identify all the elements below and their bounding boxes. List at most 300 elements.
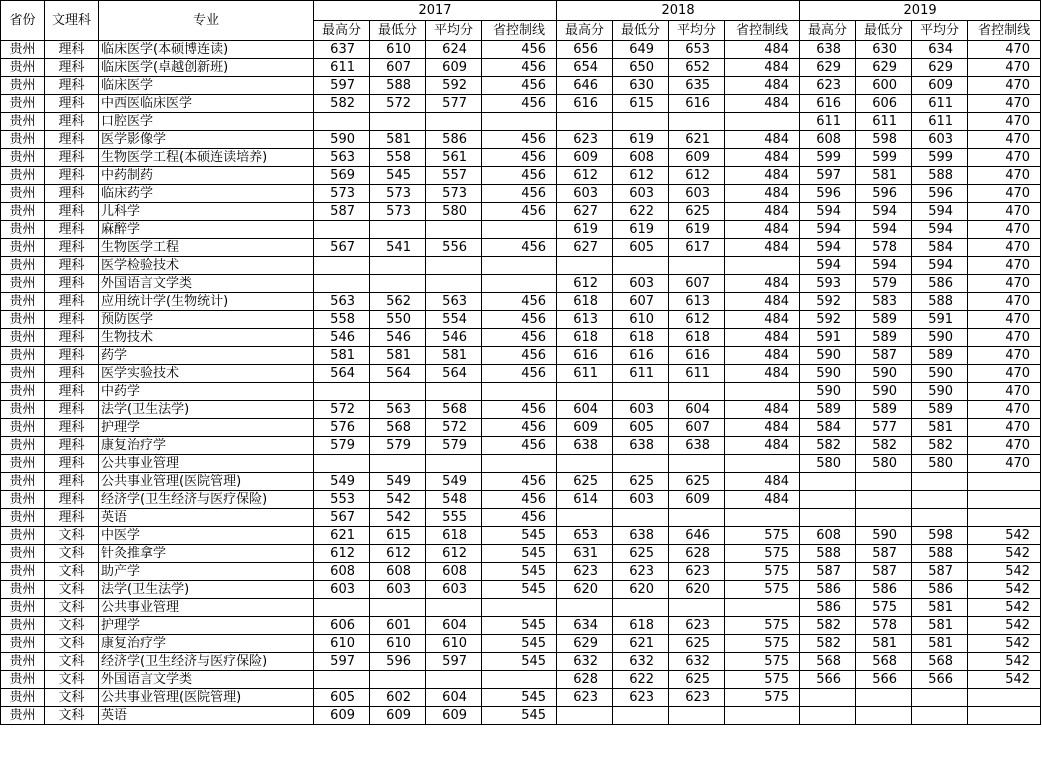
cell-y2019-min-score: 600 xyxy=(856,77,912,95)
cell-y2019-max-score: 594 xyxy=(800,221,856,239)
cell-y2019-control-line: 470 xyxy=(968,95,1041,113)
cell-major: 助产学 xyxy=(99,563,314,581)
cell-y2017-avg-score: 624 xyxy=(426,41,482,59)
cell-y2019-max-score: 584 xyxy=(800,419,856,437)
table-row xyxy=(1,383,1041,401)
cell-category: 文科 xyxy=(45,527,99,545)
cell-y2017-max-score: 582 xyxy=(314,95,370,113)
table-row xyxy=(1,41,1041,59)
cell-y2017-max-score: 609 xyxy=(314,707,370,725)
cell-y2017-max-score: 597 xyxy=(314,77,370,95)
cell-y2019-min-score: 578 xyxy=(856,617,912,635)
table-row xyxy=(1,347,1041,365)
cell-y2018-max-score: 632 xyxy=(557,653,613,671)
cell-y2017-control-line: 545 xyxy=(482,635,557,653)
cell-y2018-min-score: 619 xyxy=(613,131,669,149)
cell-y2017-avg-score xyxy=(426,599,482,617)
cell-y2019-avg-score: 590 xyxy=(912,365,968,383)
cell-major: 护理学 xyxy=(99,419,314,437)
cell-y2019-min-score: 630 xyxy=(856,41,912,59)
cell-y2017-min-score: 572 xyxy=(370,95,426,113)
cell-y2018-min-score: 612 xyxy=(613,167,669,185)
cell-y2017-control-line: 456 xyxy=(482,167,557,185)
cell-y2019-avg-score: 599 xyxy=(912,149,968,167)
cell-y2018-max-score: 619 xyxy=(557,221,613,239)
cell-y2018-max-score: 628 xyxy=(557,671,613,689)
cell-y2019-avg-score: 566 xyxy=(912,671,968,689)
cell-y2019-max-score: 597 xyxy=(800,167,856,185)
cell-y2019-control-line: 470 xyxy=(968,383,1041,401)
table-row xyxy=(1,113,1041,131)
cell-y2018-avg-score: 607 xyxy=(669,419,725,437)
cell-y2019-max-score: 591 xyxy=(800,329,856,347)
cell-y2019-control-line: 470 xyxy=(968,131,1041,149)
cell-y2019-min-score: 587 xyxy=(856,347,912,365)
cell-y2018-avg-score: 653 xyxy=(669,41,725,59)
cell-y2017-avg-score: 573 xyxy=(426,185,482,203)
cell-y2018-control-line: 575 xyxy=(725,653,800,671)
cell-y2017-max-score: 611 xyxy=(314,59,370,77)
cell-y2018-min-score: 605 xyxy=(613,239,669,257)
cell-y2017-max-score: 610 xyxy=(314,635,370,653)
cell-y2018-max-score: 616 xyxy=(557,347,613,365)
cell-y2017-min-score: 542 xyxy=(370,509,426,527)
cell-major: 医学检验技术 xyxy=(99,257,314,275)
cell-major: 公共事业管理 xyxy=(99,599,314,617)
cell-y2019-control-line xyxy=(968,473,1041,491)
cell-y2019-avg-score: 594 xyxy=(912,203,968,221)
cell-y2019-max-score: 582 xyxy=(800,437,856,455)
cell-y2019-control-line: 470 xyxy=(968,221,1041,239)
cell-y2019-control-line: 470 xyxy=(968,311,1041,329)
cell-y2018-max-score: 609 xyxy=(557,149,613,167)
cell-y2019-max-score: 588 xyxy=(800,545,856,563)
cell-y2019-max-score xyxy=(800,491,856,509)
cell-y2019-max-score xyxy=(800,509,856,527)
table-row xyxy=(1,131,1041,149)
cell-y2017-min-score: 546 xyxy=(370,329,426,347)
header-max-score: 最高分 xyxy=(314,21,370,41)
cell-y2019-control-line xyxy=(968,707,1041,725)
cell-y2019-avg-score: 587 xyxy=(912,563,968,581)
cell-y2017-max-score: 572 xyxy=(314,401,370,419)
table-row xyxy=(1,527,1041,545)
cell-y2018-control-line: 484 xyxy=(725,185,800,203)
cell-major: 生物医学工程(本硕连读培养) xyxy=(99,149,314,167)
cell-province: 贵州 xyxy=(1,329,45,347)
cell-y2018-max-score xyxy=(557,455,613,473)
cell-category: 文科 xyxy=(45,563,99,581)
cell-y2018-max-score: 613 xyxy=(557,311,613,329)
cell-province: 贵州 xyxy=(1,77,45,95)
cell-province: 贵州 xyxy=(1,671,45,689)
cell-y2018-avg-score: 625 xyxy=(669,671,725,689)
cell-y2019-max-score: 592 xyxy=(800,293,856,311)
cell-y2019-min-score: 577 xyxy=(856,419,912,437)
cell-y2019-max-score: 580 xyxy=(800,455,856,473)
cell-major: 临床医学(卓越创新班) xyxy=(99,59,314,77)
cell-y2017-avg-score: 563 xyxy=(426,293,482,311)
cell-y2019-control-line xyxy=(968,491,1041,509)
cell-major: 应用统计学(生物统计) xyxy=(99,293,314,311)
cell-y2018-avg-score xyxy=(669,257,725,275)
cell-y2019-max-score: 638 xyxy=(800,41,856,59)
cell-y2019-min-score: 586 xyxy=(856,581,912,599)
cell-y2017-max-score: 567 xyxy=(314,239,370,257)
cell-major: 生物技术 xyxy=(99,329,314,347)
cell-y2018-avg-score: 621 xyxy=(669,131,725,149)
cell-y2019-avg-score: 634 xyxy=(912,41,968,59)
cell-y2018-avg-score: 604 xyxy=(669,401,725,419)
cell-province: 贵州 xyxy=(1,185,45,203)
cell-y2017-min-score: 564 xyxy=(370,365,426,383)
cell-province: 贵州 xyxy=(1,347,45,365)
cell-y2017-avg-score: 592 xyxy=(426,77,482,95)
cell-y2019-avg-score: 611 xyxy=(912,95,968,113)
cell-y2017-max-score: 553 xyxy=(314,491,370,509)
cell-y2018-max-score: 627 xyxy=(557,203,613,221)
cell-y2019-max-score: 594 xyxy=(800,257,856,275)
cell-y2018-max-score: 656 xyxy=(557,41,613,59)
cell-y2018-avg-score: 652 xyxy=(669,59,725,77)
cell-y2019-control-line: 470 xyxy=(968,185,1041,203)
cell-y2019-max-score: 616 xyxy=(800,95,856,113)
cell-y2019-avg-score: 589 xyxy=(912,347,968,365)
cell-y2018-min-score: 622 xyxy=(613,671,669,689)
table-row xyxy=(1,617,1041,635)
cell-y2017-avg-score: 554 xyxy=(426,311,482,329)
cell-y2019-max-score: 568 xyxy=(800,653,856,671)
cell-y2018-control-line: 484 xyxy=(725,95,800,113)
cell-y2018-control-line: 484 xyxy=(725,275,800,293)
table-row xyxy=(1,401,1041,419)
header-control-line: 省控制线 xyxy=(482,21,557,41)
cell-y2017-min-score: 610 xyxy=(370,41,426,59)
cell-province: 贵州 xyxy=(1,401,45,419)
cell-y2018-min-score: 618 xyxy=(613,329,669,347)
cell-y2018-avg-score: 646 xyxy=(669,527,725,545)
cell-y2018-control-line: 484 xyxy=(725,491,800,509)
cell-y2018-avg-score: 638 xyxy=(669,437,725,455)
cell-category: 理科 xyxy=(45,203,99,221)
cell-y2017-min-score: 558 xyxy=(370,149,426,167)
cell-y2017-max-score: 605 xyxy=(314,689,370,707)
cell-y2018-control-line: 484 xyxy=(725,329,800,347)
cell-y2017-avg-score: 579 xyxy=(426,437,482,455)
cell-y2018-control-line: 484 xyxy=(725,59,800,77)
cell-y2017-avg-score: 608 xyxy=(426,563,482,581)
cell-y2018-max-score: 609 xyxy=(557,419,613,437)
cell-category: 文科 xyxy=(45,671,99,689)
cell-y2017-min-score: 563 xyxy=(370,401,426,419)
cell-y2017-control-line: 456 xyxy=(482,329,557,347)
cell-major: 针灸推拿学 xyxy=(99,545,314,563)
cell-y2019-max-score: 611 xyxy=(800,113,856,131)
cell-province: 贵州 xyxy=(1,275,45,293)
cell-y2017-max-score: 603 xyxy=(314,581,370,599)
cell-y2017-avg-score: 564 xyxy=(426,365,482,383)
cell-y2019-min-score: 589 xyxy=(856,311,912,329)
cell-y2017-min-score: 549 xyxy=(370,473,426,491)
cell-y2017-max-score: 567 xyxy=(314,509,370,527)
cell-y2017-max-score: 564 xyxy=(314,365,370,383)
cell-y2019-min-score: 580 xyxy=(856,455,912,473)
cell-y2018-max-score: 614 xyxy=(557,491,613,509)
cell-y2018-max-score: 629 xyxy=(557,635,613,653)
cell-y2017-min-score xyxy=(370,257,426,275)
table-row xyxy=(1,473,1041,491)
cell-y2018-control-line: 575 xyxy=(725,527,800,545)
header-max-score: 最高分 xyxy=(800,21,856,41)
cell-category: 理科 xyxy=(45,293,99,311)
cell-major: 医学影像学 xyxy=(99,131,314,149)
cell-y2017-max-score: 569 xyxy=(314,167,370,185)
cell-y2018-control-line xyxy=(725,455,800,473)
cell-y2017-avg-score xyxy=(426,221,482,239)
cell-major: 临床医学 xyxy=(99,77,314,95)
cell-y2018-max-score: 634 xyxy=(557,617,613,635)
cell-y2019-avg-score: 568 xyxy=(912,653,968,671)
cell-y2019-max-score: 593 xyxy=(800,275,856,293)
cell-y2017-avg-score xyxy=(426,275,482,293)
header-year-2017: 2017 xyxy=(314,1,557,21)
cell-y2019-avg-score: 590 xyxy=(912,383,968,401)
cell-category: 理科 xyxy=(45,257,99,275)
cell-category: 理科 xyxy=(45,419,99,437)
cell-category: 理科 xyxy=(45,221,99,239)
cell-y2019-avg-score: 581 xyxy=(912,617,968,635)
cell-y2019-control-line: 470 xyxy=(968,419,1041,437)
cell-category: 理科 xyxy=(45,473,99,491)
cell-y2018-avg-score: 609 xyxy=(669,491,725,509)
cell-y2019-min-score: 596 xyxy=(856,185,912,203)
cell-y2019-max-score: 586 xyxy=(800,599,856,617)
cell-y2018-min-score: 616 xyxy=(613,347,669,365)
cell-y2018-max-score: 620 xyxy=(557,581,613,599)
cell-y2019-control-line: 542 xyxy=(968,617,1041,635)
cell-y2018-control-line xyxy=(725,113,800,131)
cell-y2019-avg-score: 629 xyxy=(912,59,968,77)
cell-y2017-max-score: 563 xyxy=(314,149,370,167)
cell-major: 儿科学 xyxy=(99,203,314,221)
table-row xyxy=(1,635,1041,653)
cell-y2018-max-score: 612 xyxy=(557,167,613,185)
cell-y2017-max-score: 558 xyxy=(314,311,370,329)
cell-y2017-max-score: 579 xyxy=(314,437,370,455)
cell-major: 英语 xyxy=(99,707,314,725)
cell-y2018-control-line: 484 xyxy=(725,437,800,455)
cell-y2017-avg-score: 548 xyxy=(426,491,482,509)
cell-y2017-min-score: 608 xyxy=(370,563,426,581)
table-row xyxy=(1,203,1041,221)
cell-category: 理科 xyxy=(45,185,99,203)
cell-y2018-avg-score: 603 xyxy=(669,185,725,203)
cell-y2017-control-line: 545 xyxy=(482,527,557,545)
cell-y2019-min-score: 581 xyxy=(856,167,912,185)
cell-major: 公共事业管理(医院管理) xyxy=(99,689,314,707)
cell-y2019-min-score: 590 xyxy=(856,527,912,545)
cell-y2018-control-line: 484 xyxy=(725,167,800,185)
cell-y2018-min-score: 625 xyxy=(613,545,669,563)
cell-category: 理科 xyxy=(45,77,99,95)
cell-major: 中医学 xyxy=(99,527,314,545)
cell-y2018-avg-score: 619 xyxy=(669,221,725,239)
cell-y2019-min-score: 598 xyxy=(856,131,912,149)
cell-y2019-min-score: 568 xyxy=(856,653,912,671)
header-year-2019: 2019 xyxy=(800,1,1041,21)
cell-y2017-control-line: 456 xyxy=(482,77,557,95)
cell-y2019-control-line: 542 xyxy=(968,671,1041,689)
cell-y2018-control-line: 575 xyxy=(725,635,800,653)
cell-category: 理科 xyxy=(45,401,99,419)
cell-y2018-min-score xyxy=(613,113,669,131)
cell-y2018-min-score: 620 xyxy=(613,581,669,599)
cell-category: 理科 xyxy=(45,365,99,383)
cell-y2017-max-score: 576 xyxy=(314,419,370,437)
cell-y2018-min-score: 610 xyxy=(613,311,669,329)
cell-y2018-control-line: 484 xyxy=(725,365,800,383)
cell-category: 理科 xyxy=(45,329,99,347)
cell-province: 贵州 xyxy=(1,455,45,473)
table-row xyxy=(1,671,1041,689)
header-major: 专业 xyxy=(99,1,314,41)
cell-y2017-avg-score: 577 xyxy=(426,95,482,113)
cell-province: 贵州 xyxy=(1,383,45,401)
header-year-2018: 2018 xyxy=(557,1,800,21)
cell-y2017-max-score: 581 xyxy=(314,347,370,365)
cell-y2019-control-line: 542 xyxy=(968,635,1041,653)
table-row xyxy=(1,581,1041,599)
cell-y2019-avg-score xyxy=(912,689,968,707)
cell-y2019-control-line: 470 xyxy=(968,149,1041,167)
cell-category: 理科 xyxy=(45,95,99,113)
cell-y2017-max-score: 590 xyxy=(314,131,370,149)
cell-y2017-max-score xyxy=(314,455,370,473)
cell-y2019-min-score xyxy=(856,473,912,491)
cell-y2018-max-score: 653 xyxy=(557,527,613,545)
cell-y2017-control-line: 545 xyxy=(482,707,557,725)
cell-y2018-min-score: 603 xyxy=(613,401,669,419)
cell-y2017-min-score: 581 xyxy=(370,131,426,149)
cell-province: 贵州 xyxy=(1,257,45,275)
cell-y2018-control-line: 484 xyxy=(725,203,800,221)
cell-y2019-min-score: 594 xyxy=(856,257,912,275)
cell-province: 贵州 xyxy=(1,491,45,509)
cell-province: 贵州 xyxy=(1,293,45,311)
cell-y2017-avg-score: 556 xyxy=(426,239,482,257)
cell-y2018-control-line: 575 xyxy=(725,671,800,689)
header-avg-score: 平均分 xyxy=(426,21,482,41)
cell-y2017-control-line xyxy=(482,113,557,131)
cell-major: 公共事业管理(医院管理) xyxy=(99,473,314,491)
cell-y2019-min-score: 590 xyxy=(856,383,912,401)
cell-y2019-min-score: 629 xyxy=(856,59,912,77)
cell-province: 贵州 xyxy=(1,311,45,329)
cell-province: 贵州 xyxy=(1,149,45,167)
cell-y2019-avg-score: 609 xyxy=(912,77,968,95)
cell-y2019-avg-score xyxy=(912,491,968,509)
cell-y2019-min-score: 589 xyxy=(856,329,912,347)
cell-y2019-max-score: 623 xyxy=(800,77,856,95)
cell-category: 理科 xyxy=(45,275,99,293)
cell-y2018-avg-score: 612 xyxy=(669,167,725,185)
cell-y2017-max-score: 549 xyxy=(314,473,370,491)
cell-y2019-min-score: 582 xyxy=(856,437,912,455)
cell-y2019-control-line: 542 xyxy=(968,563,1041,581)
cell-y2017-control-line: 545 xyxy=(482,563,557,581)
cell-major: 中药制药 xyxy=(99,167,314,185)
cell-y2017-min-score: 615 xyxy=(370,527,426,545)
cell-y2017-min-score: 603 xyxy=(370,581,426,599)
cell-y2017-min-score: 612 xyxy=(370,545,426,563)
cell-category: 理科 xyxy=(45,167,99,185)
cell-y2019-max-score: 629 xyxy=(800,59,856,77)
cell-y2018-avg-score xyxy=(669,707,725,725)
cell-y2017-control-line: 456 xyxy=(482,95,557,113)
cell-province: 贵州 xyxy=(1,131,45,149)
header-min-score: 最低分 xyxy=(856,21,912,41)
cell-y2018-avg-score: 617 xyxy=(669,239,725,257)
cell-y2017-min-score: 601 xyxy=(370,617,426,635)
cell-y2019-avg-score: 588 xyxy=(912,167,968,185)
cell-y2019-avg-score: 588 xyxy=(912,293,968,311)
cell-y2017-min-score xyxy=(370,599,426,617)
cell-y2017-avg-score: 568 xyxy=(426,401,482,419)
cell-y2017-avg-score: 609 xyxy=(426,59,482,77)
cell-y2018-max-score: 618 xyxy=(557,293,613,311)
cell-category: 理科 xyxy=(45,149,99,167)
table-row xyxy=(1,149,1041,167)
cell-y2017-min-score xyxy=(370,221,426,239)
cell-category: 文科 xyxy=(45,689,99,707)
cell-y2017-control-line: 545 xyxy=(482,689,557,707)
cell-y2017-control-line: 456 xyxy=(482,311,557,329)
cell-y2018-control-line: 575 xyxy=(725,545,800,563)
cell-y2017-control-line: 456 xyxy=(482,239,557,257)
cell-y2019-avg-score: 596 xyxy=(912,185,968,203)
cell-y2017-max-score xyxy=(314,671,370,689)
cell-category: 理科 xyxy=(45,239,99,257)
cell-category: 理科 xyxy=(45,491,99,509)
cell-category: 文科 xyxy=(45,581,99,599)
cell-y2018-max-score: 623 xyxy=(557,689,613,707)
cell-y2017-max-score: 608 xyxy=(314,563,370,581)
cell-y2017-avg-score xyxy=(426,671,482,689)
cell-major: 生物医学工程 xyxy=(99,239,314,257)
cell-y2019-min-score: 587 xyxy=(856,563,912,581)
cell-y2019-max-score: 587 xyxy=(800,563,856,581)
cell-y2017-max-score xyxy=(314,221,370,239)
table-row xyxy=(1,275,1041,293)
cell-y2017-min-score: 607 xyxy=(370,59,426,77)
cell-y2018-control-line: 575 xyxy=(725,563,800,581)
cell-category: 理科 xyxy=(45,311,99,329)
cell-major: 护理学 xyxy=(99,617,314,635)
cell-y2017-control-line: 456 xyxy=(482,203,557,221)
cell-y2019-max-score xyxy=(800,707,856,725)
cell-major: 药学 xyxy=(99,347,314,365)
cell-y2019-max-score: 596 xyxy=(800,185,856,203)
cell-y2019-max-score: 590 xyxy=(800,365,856,383)
cell-y2019-max-score: 589 xyxy=(800,401,856,419)
cell-y2017-avg-score: 561 xyxy=(426,149,482,167)
cell-y2019-min-score: 578 xyxy=(856,239,912,257)
cell-y2018-max-score: 654 xyxy=(557,59,613,77)
cell-category: 理科 xyxy=(45,437,99,455)
header-min-score: 最低分 xyxy=(370,21,426,41)
cell-y2018-control-line: 484 xyxy=(725,347,800,365)
cell-y2018-control-line: 575 xyxy=(725,581,800,599)
